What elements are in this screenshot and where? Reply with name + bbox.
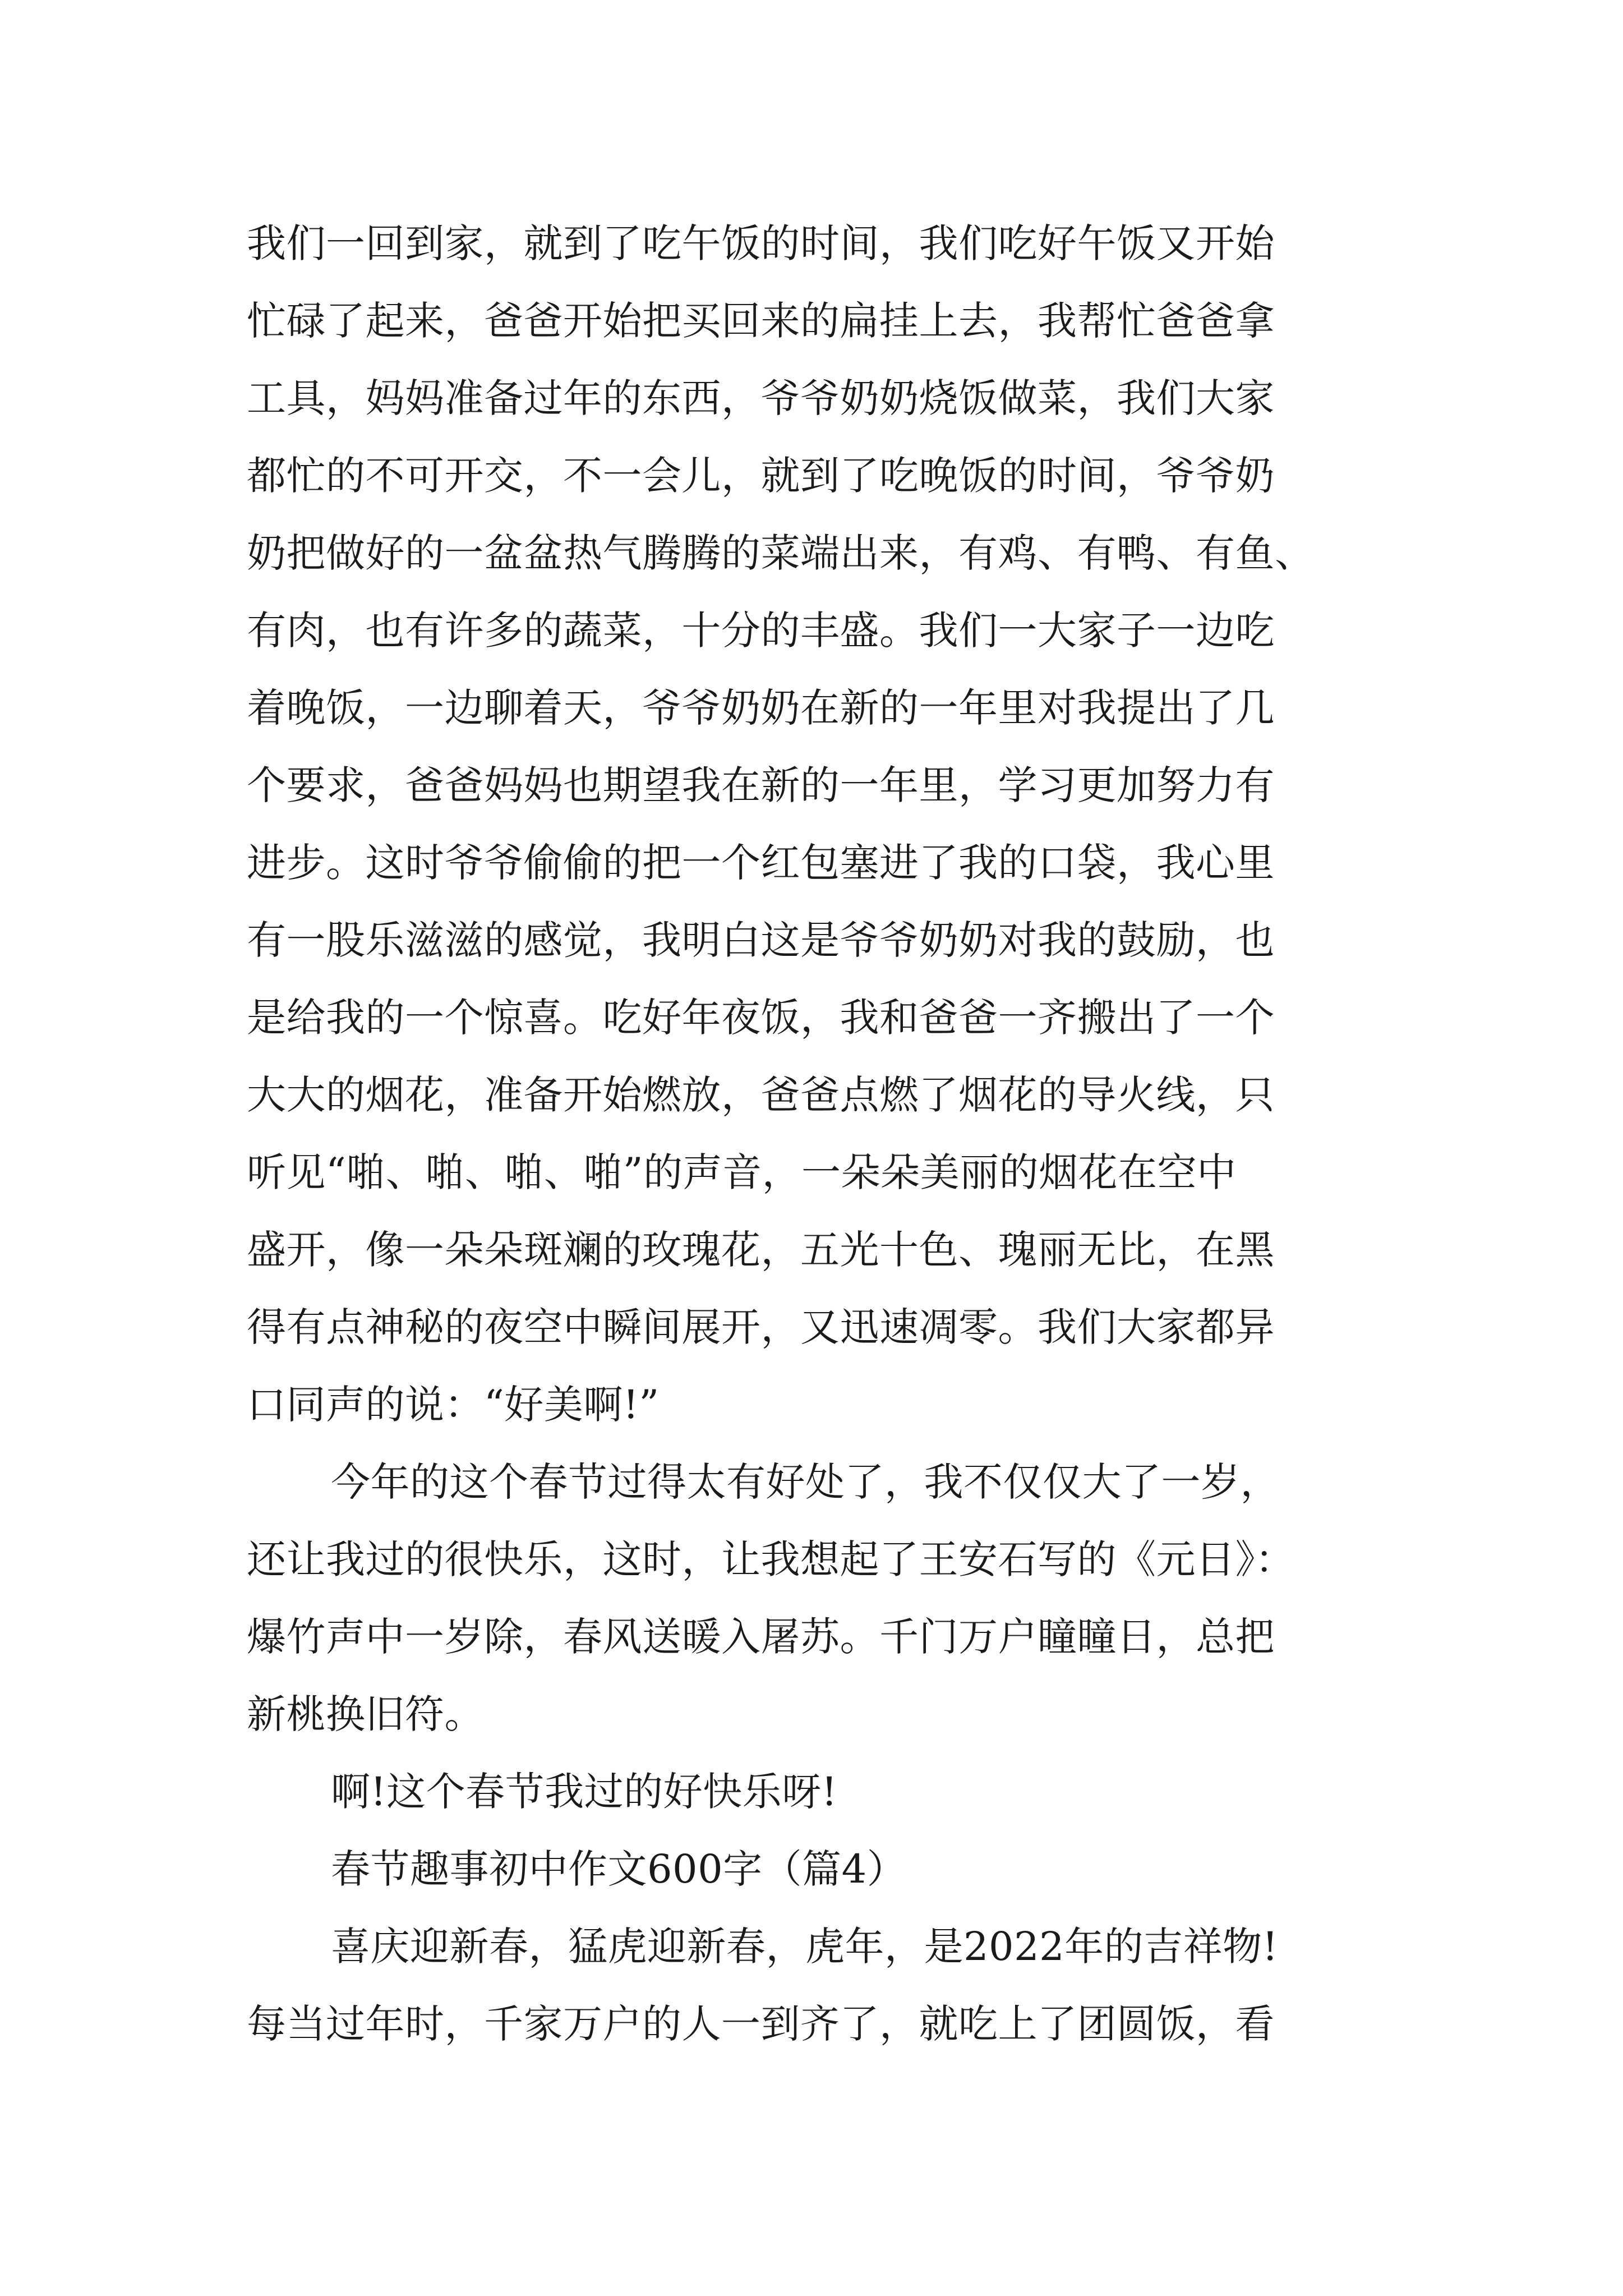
text-line: 还让我过的很快乐，这时，让我想起了王安石写的《元日》： (247, 1536, 1295, 1582)
text-line: 新桃换旧符。 (247, 1691, 484, 1737)
text-line: 进步。这时爷爷偷偷的把一个红包塞进了我的口袋，我心里 (247, 840, 1275, 886)
text-line: 着晚饭，一边聊着天，爷爷奶奶在新的一年里对我提出了几 (247, 685, 1275, 731)
text-line: 忙碌了起来，爸爸开始把买回来的扁挂上去，我帮忙爸爸拿 (247, 298, 1275, 344)
text-line: 爆竹声中一岁除，春风送暖入屠苏。千门万户瞳瞳日，总把 (247, 1614, 1275, 1660)
text-line: 个要求，爸爸妈妈也期望我在新的一年里，学习更加努力有 (247, 762, 1275, 808)
text-line: 口同声的说：“好美啊!” (247, 1382, 660, 1428)
text-line: 盛开，像一朵朵斑斓的玫瑰花，五光十色、瑰丽无比，在黑 (247, 1227, 1275, 1273)
paragraph-start-line: 喜庆迎新春，猛虎迎新春，虎年，是2022年的吉祥物! (331, 1924, 1279, 1970)
paragraph-start-line: 今年的这个春节过得太有好处了，我不仅仅大了一岁， (331, 1459, 1280, 1505)
text-line: 听见“啪、啪、啪、啪”的声音，一朵朵美丽的烟花在空中 (247, 1149, 1237, 1195)
text-line: 奶把做好的一盆盆热气腾腾的菜端出来，有鸡、有鸭、有鱼、 (247, 530, 1315, 576)
text-line: 每当过年时，千家万户的人一到齐了，就吃上了团圆饭，看 (247, 2001, 1275, 2047)
text-line: 工具，妈妈准备过年的东西，爷爷奶奶烧饭做菜，我们大家 (247, 375, 1275, 421)
text-line: 得有点神秘的夜空中瞬间展开，又迅速凋零。我们大家都异 (247, 1304, 1275, 1350)
text-line: 是给我的一个惊喜。吃好年夜饭，我和爸爸一齐搬出了一个 (247, 995, 1275, 1041)
text-line: 大大的烟花，准备开始燃放，爸爸点燃了烟花的导火线，只 (247, 1072, 1275, 1118)
text-line: 都忙的不可开交，不一会儿，就到了吃晚饭的时间，爷爷奶 (247, 453, 1275, 499)
paragraph-start-line: 啊!这个春节我过的好快乐呀! (331, 1769, 838, 1815)
text-line: 有一股乐滋滋的感觉，我明白这是爷爷奶奶对我的鼓励，也 (247, 917, 1275, 963)
section-heading: 春节趣事初中作文600字（篇4） (331, 1846, 907, 1892)
text-line: 有肉，也有许多的蔬菜，十分的丰盛。我们一大家子一边吃 (247, 608, 1275, 654)
text-line: 我们一回到家，就到了吃午饭的时间，我们吃好午饭又开始 (247, 220, 1275, 266)
document-body (247, 205, 1380, 2063)
